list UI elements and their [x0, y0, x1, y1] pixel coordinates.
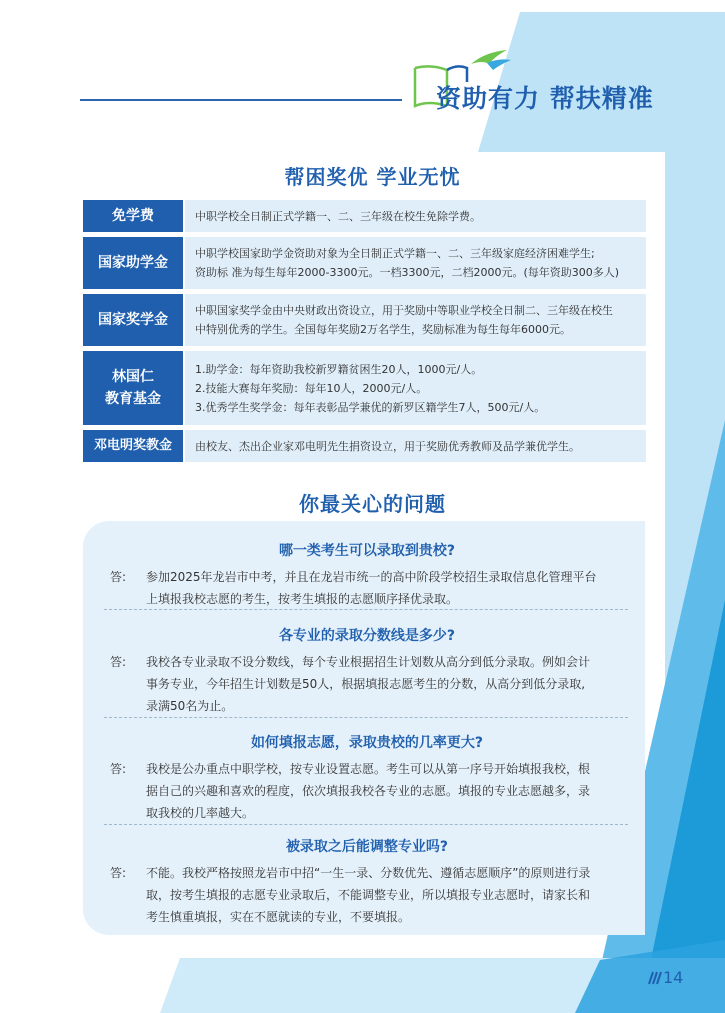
- answer-line: 参加2025年龙岩市中考，并且在龙岩市统一的高中阶段学校招生录取信息化管理平台: [146, 570, 597, 584]
- row-line: 中职学校国家助学金资助对象为全日制正式学籍一、二、三年级家庭经济困难学生;: [195, 247, 595, 260]
- table-row: [83, 237, 646, 289]
- faq-item: [102, 625, 632, 717]
- page-slash-marks-icon: [646, 971, 662, 985]
- faq-section-title: 你最关心的问题: [299, 492, 446, 516]
- row-content: [185, 200, 646, 232]
- faq-question: 被录取之后能调整专业吗?: [285, 839, 449, 855]
- table-row: [83, 200, 646, 232]
- funding-table: [83, 200, 646, 467]
- answer-line: 录满50名为止。: [146, 699, 234, 713]
- answer-line: 不能。我校严格按照龙岩市中招“一生一录、分数优先、遵循志愿顺序”的原则进行录: [146, 866, 591, 880]
- faq-question: 各专业的录取分数线是多少?: [278, 628, 456, 644]
- row-label-line: 林国仁: [112, 369, 154, 385]
- table-row: [83, 430, 646, 462]
- answer-line: 我校各专业录取不设分数线，每个专业根据招生计划数从高分到低分录取。例如会计: [146, 655, 591, 669]
- row-label: 国家奖学金: [83, 294, 183, 346]
- answer-line: 取，按考生填报的志愿专业录取后，不能调整专业，所以填报专业志愿时，请家长和: [146, 888, 591, 902]
- answer-line: 考生慎重填报，实在不愿就读的专业，不要填报。: [146, 910, 411, 924]
- row-content: [185, 237, 646, 289]
- answer-line: 据自己的兴趣和喜欢的程度，依次填报我校各专业的志愿。填报的专业志愿越多，录: [146, 784, 591, 798]
- row-label-line: 教育基金: [105, 391, 161, 407]
- row-label: [83, 351, 183, 425]
- faq-item: [102, 732, 632, 824]
- table-row: [83, 351, 646, 425]
- row-content: [185, 430, 646, 462]
- row-line: 中特别优秀的学生。全国每年奖励2万名学生，奖励标准为每生每年6000元。: [195, 323, 571, 336]
- row-line: 中职学校全日制正式学籍一、二、三年级在校生免除学费。: [195, 209, 481, 223]
- row-line: 由校友、杰出企业家邓电明先生捐资设立，用于奖励优秀教师及品学兼优学生。: [195, 439, 580, 453]
- row-content: [185, 351, 646, 425]
- answer-line: 事务专业，今年招生计划数是50人，根据填报志愿考生的分数，从高分到低分录取,: [146, 677, 586, 691]
- faq-answer: [102, 758, 632, 824]
- faq-question: 如何填报志愿，录取贵校的几率更大?: [250, 735, 484, 751]
- row-line: 资助标 准为每生每年2000-3300元。一档3300元，二档2000元。(每年资助300多人): [195, 266, 620, 279]
- faq-answer: [102, 862, 632, 928]
- faq-divider: [104, 717, 628, 718]
- answer-text: [146, 566, 632, 610]
- answer-prefix: 答:: [110, 762, 127, 776]
- table-row: [83, 294, 646, 346]
- answer-prefix: 答:: [110, 570, 127, 584]
- faq-divider: [104, 609, 628, 610]
- answer-line: 我校是公办重点中职学校，按专业设置志愿。考生可以从第一序号开始填报我校，根: [146, 762, 591, 776]
- faq-answer: [102, 651, 632, 717]
- faq-answer: [102, 566, 632, 610]
- faq-item: [102, 836, 632, 928]
- answer-line: 取我校的几率越大。: [146, 806, 255, 820]
- faq-divider: [104, 824, 628, 825]
- row-line: 3.优秀学生奖学金：每年表彰品学兼优的新罗区籍学生7人，500元/人。: [195, 400, 546, 414]
- row-line: 2.技能大赛每年奖励：每年10人，2000元/人。: [195, 381, 428, 395]
- row-label: 邓电明奖教金: [83, 430, 183, 462]
- answer-line: 上填报我校志愿的考生，按考生填报的志愿顺序择优录取。: [146, 592, 459, 606]
- row-label: 国家助学金: [83, 237, 183, 289]
- row-line: 1.助学金：每年资助我校新罗籍贫困生20人，1000元/人。: [195, 362, 483, 376]
- funding-section-title: 帮困奖优 学业无忧: [284, 165, 461, 189]
- answer-text: [146, 862, 632, 928]
- header-title: 资助有力 帮扶精准: [436, 84, 654, 113]
- row-content: [185, 294, 646, 346]
- answer-text: [146, 758, 632, 824]
- answer-prefix: 答:: [110, 655, 127, 669]
- answer-text: [146, 651, 632, 717]
- row-label: 免学费: [83, 200, 183, 232]
- row-line: 中职国家奖学金由中央财政出资设立，用于奖励中等职业学校全日制二、三年级在校生: [195, 304, 613, 317]
- faq-item: [102, 540, 632, 610]
- faq-question: 哪一类考生可以录取到贵校?: [278, 543, 456, 559]
- header-rule: [80, 99, 402, 101]
- answer-prefix: 答:: [110, 866, 127, 880]
- page-number: 14: [663, 968, 684, 987]
